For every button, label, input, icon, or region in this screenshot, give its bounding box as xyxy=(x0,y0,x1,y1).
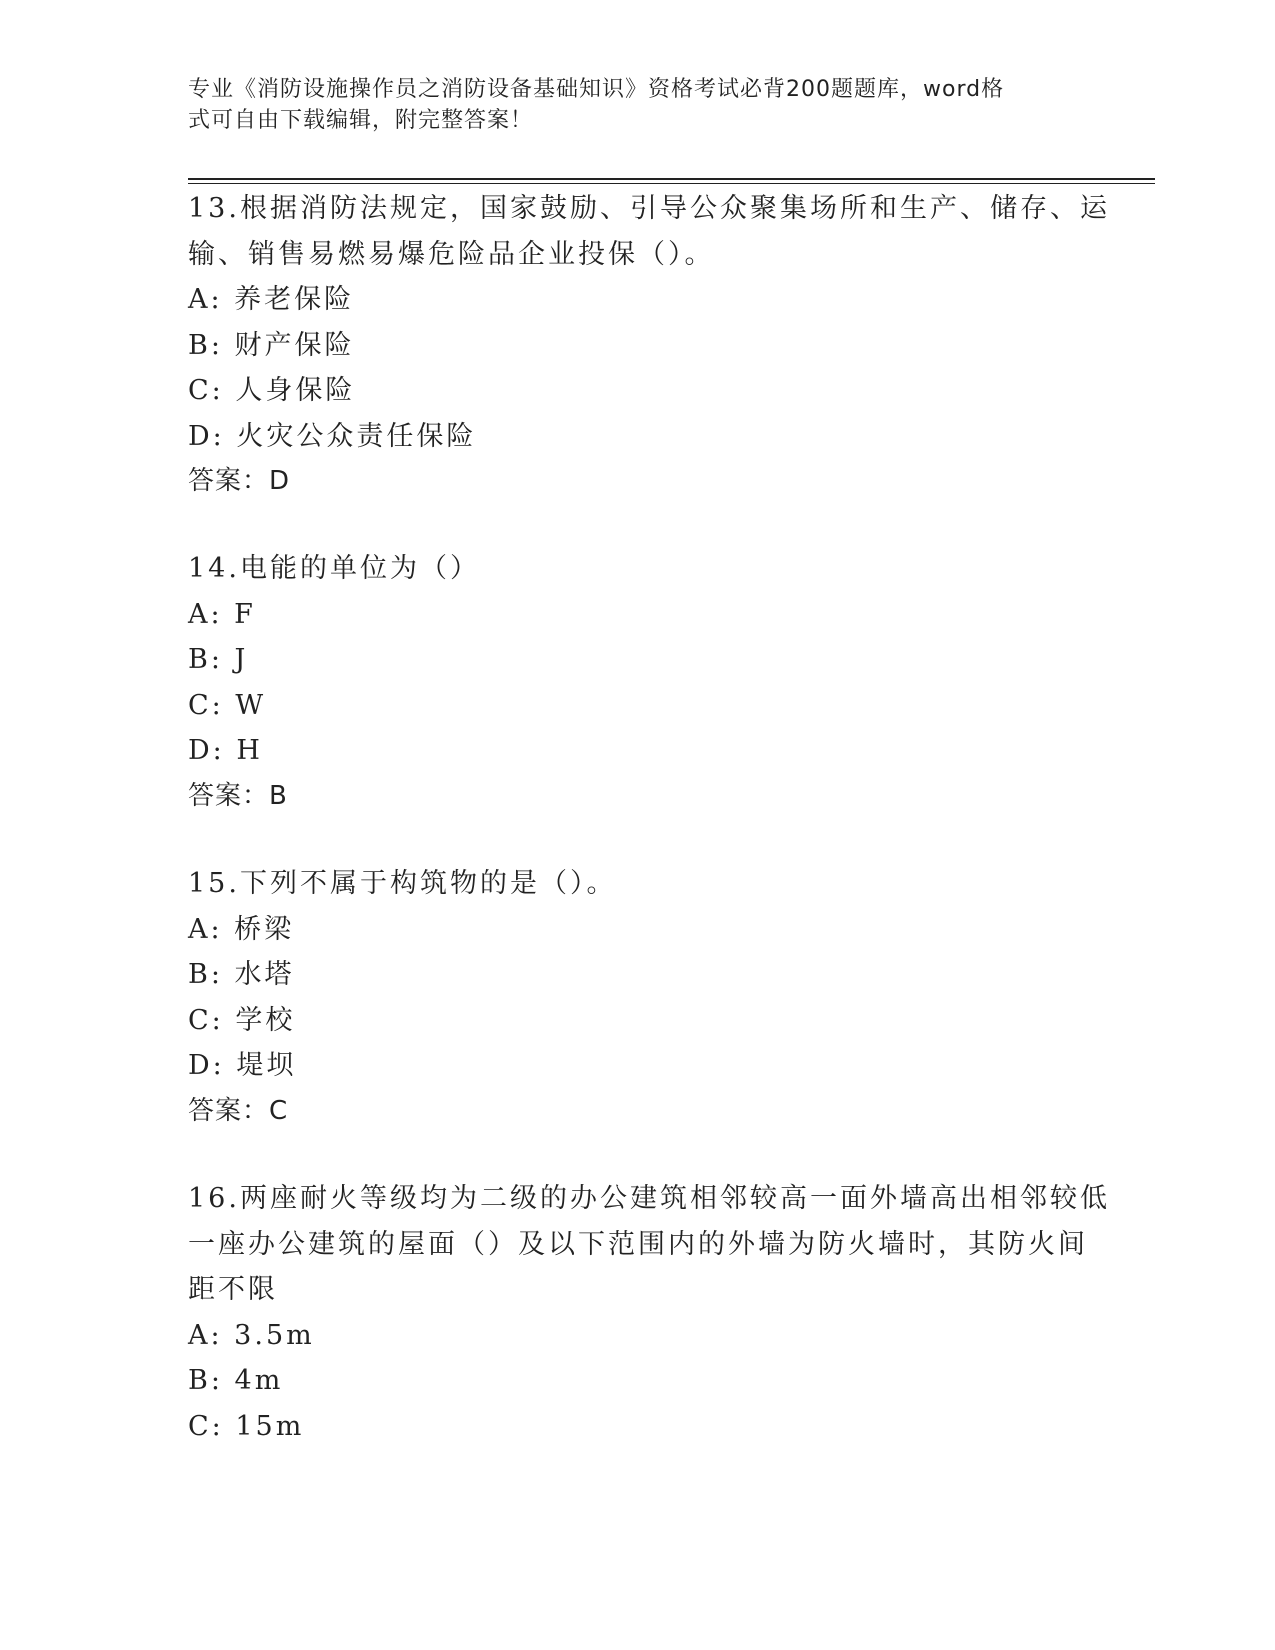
option-b: B: J xyxy=(188,644,249,675)
question-16 xyxy=(188,1176,1110,1449)
answer-line: 答案：B xyxy=(188,780,288,811)
option-c: C: W xyxy=(188,689,267,721)
document-header xyxy=(188,74,1068,136)
option-b: B: 水塔 xyxy=(188,959,295,990)
option-d: D: 堤坝 xyxy=(188,1050,297,1081)
option-d: D: 火灾公众责任保险 xyxy=(188,420,477,452)
question-stem-line: 一座办公建筑的屋面（）及以下范围内的外墙为防火墙时，其防火间 xyxy=(188,1228,1088,1260)
question-stem-line: 距不限 xyxy=(188,1274,278,1305)
question-stem-line: 13.根据消防法规定，国家鼓励、引导公众聚集场所和生产、储存、运 xyxy=(188,193,1110,224)
option-c: C: 学校 xyxy=(188,1004,296,1036)
option-a: A: 3.5m xyxy=(188,1319,315,1351)
question-stem-line: 15.下列不属于构筑物的是（）。 xyxy=(188,868,617,899)
option-d: D: H xyxy=(188,735,263,766)
option-b: B: 财产保险 xyxy=(188,329,355,361)
option-c: C: 15m xyxy=(188,1410,305,1442)
option-a: A: 养老保险 xyxy=(188,284,355,315)
question-stem-line: 输、销售易燃易爆危险品企业投保（）。 xyxy=(188,238,715,270)
option-b: B: 4m xyxy=(188,1365,284,1396)
question-stem-line: 16.两座耐火等级均为二级的办公建筑相邻较高一面外墙高出相邻较低 xyxy=(188,1183,1110,1214)
option-a: A: 桥梁 xyxy=(188,913,295,945)
answer-line: 答案：C xyxy=(188,1095,289,1126)
question-stem-line: 14.电能的单位为（） xyxy=(188,553,480,584)
question-13 xyxy=(188,186,1110,505)
option-c: C: 人身保险 xyxy=(188,375,356,406)
answer-line: 答案：D xyxy=(188,466,291,496)
header-line-2: 式可自由下载编辑，附完整答案！ xyxy=(188,108,534,133)
header-divider-thick xyxy=(188,178,1155,180)
question-14 xyxy=(188,546,1088,819)
header-line-1: 专业《消防设施操作员之消防设备基础知识》资格考试必背200题题库，word格 xyxy=(188,77,1005,102)
header-divider-thin xyxy=(188,183,1155,184)
option-a: A: F xyxy=(188,598,256,630)
question-15 xyxy=(188,861,1088,1134)
